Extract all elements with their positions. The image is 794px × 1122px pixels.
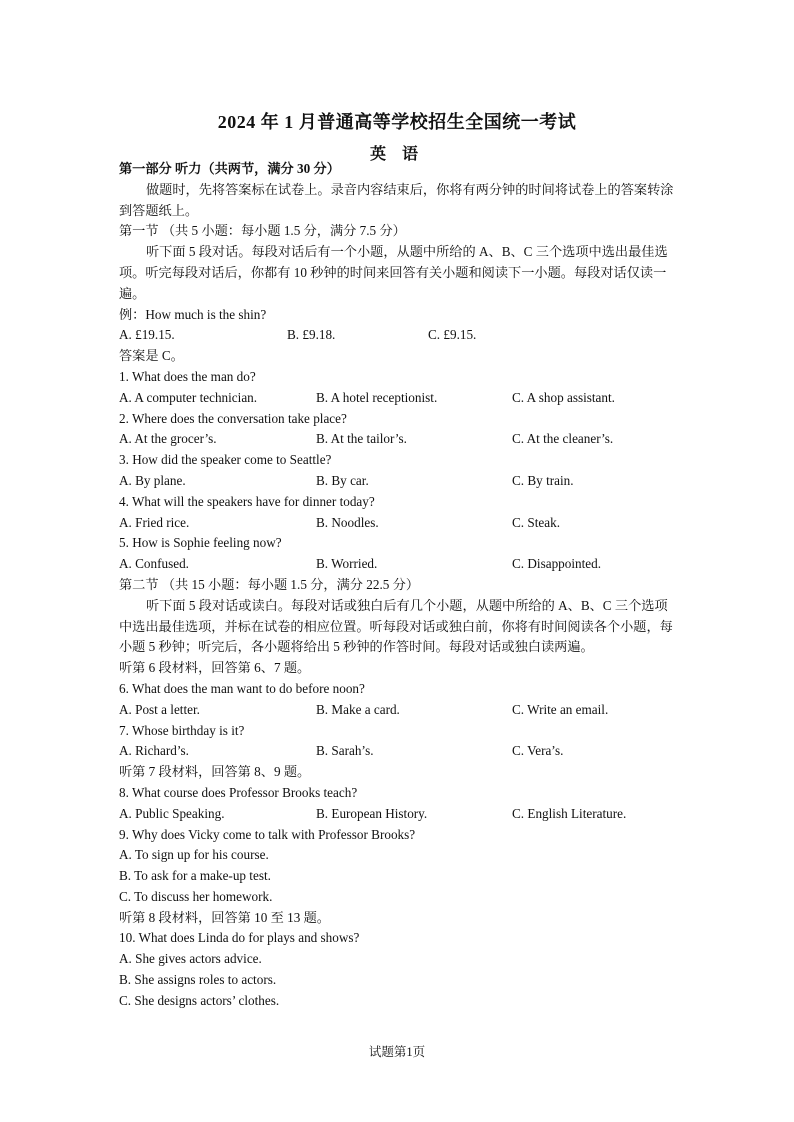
subject-title: 英 语 (369, 146, 424, 163)
question-2: 2. Where does the conversation take place? (119, 410, 347, 426)
question-8: 8. What course does Professor Brooks teach? (119, 784, 358, 800)
material-8-note: 听第 8 段材料，回答第 10 至 13 题。 (119, 909, 330, 925)
option-c: C. At the cleaner’s. (512, 431, 614, 447)
example-question: 例：How much is the shin? (119, 306, 267, 322)
question-1: 1. What does the man do? (119, 368, 256, 384)
material-7-note: 听第 7 段材料，回答第 8、9 题。 (119, 764, 311, 780)
option-b: B. Worried. (316, 556, 378, 572)
option-c: C. Steak. (512, 514, 560, 530)
option-c: C. A shop assistant. (512, 389, 615, 405)
option-c: C. To discuss her homework. (119, 888, 273, 904)
question-5: 5. How is Sophie feeling now? (119, 535, 282, 551)
section2-instructions: 听下面 5 段对话或读白。每段对话或独白后有几个小题，从题中所给的 A、B、C 三个选项中选出最佳选项，并标在试卷的相应位置。听每段对话或独白前，你将有时间阅读各个小题，每小题 5 秒钟；听完后，各小题将给出 5 秒钟的作答时间。每段对话或独白读两遍。 (119, 597, 673, 655)
option-a: A. A computer technician. (119, 389, 258, 405)
example-options (119, 325, 679, 346)
question-1-options (119, 388, 679, 409)
option-b: B. She assigns roles to actors. (119, 972, 277, 988)
option-c: C. She designs actors’ clothes. (119, 992, 280, 1008)
question-6: 6. What does the man want to do before noon? (119, 680, 365, 696)
option-b: B. European History. (316, 805, 428, 821)
option-b: B. To ask for a make-up test. (119, 868, 271, 884)
option-a: A. She gives actors advice. (119, 951, 262, 967)
question-7-options (119, 741, 679, 762)
question-8-options (119, 804, 679, 825)
exam-title: 2024 年 1 月普通高等学校招生全国统一考试 (217, 112, 577, 132)
section1-instructions: 听下面 5 段对话。每段对话后有一个小题，从题中所给的 A、B、C 三个选项中选出最佳选项。听完每段对话后，你都有 10 秒钟的时间来回答有关小题和阅读下一小题。每段对话仅读一遍。 (119, 244, 668, 301)
option-a: A. Post a letter. (119, 701, 200, 717)
option-b: B. A hotel receptionist. (316, 389, 438, 405)
option-b: B. At the tailor’s. (316, 431, 407, 447)
option-b: B. Make a card. (316, 701, 400, 717)
option-c: C. Disappointed. (512, 556, 602, 572)
option-c: C. English Literature. (512, 805, 627, 821)
option-a: A. At the grocer’s. (119, 431, 217, 447)
question-5-options (119, 554, 679, 575)
option-a: A. Confused. (119, 556, 189, 572)
option-a: A. Public Speaking. (119, 805, 225, 821)
part1-heading: 第一部分 听力（共两节，满分 30 分） (119, 161, 340, 176)
example-option-a: A. £19.15. (119, 327, 175, 343)
option-a: A. To sign up for his course. (119, 847, 269, 863)
question-9: 9. Why does Vicky come to talk with Professor Brooks? (119, 826, 416, 842)
section1-heading: 第一节 （共 5 小题：每小题 1.5 分，满分 7.5 分） (119, 223, 406, 239)
question-2-options (119, 429, 679, 450)
option-c: C. Vera’s. (512, 743, 564, 759)
material-6-note: 听第 6 段材料，回答第 6、7 题。 (119, 660, 311, 676)
option-c: C. Write an email. (512, 701, 609, 717)
question-3: 3. How did the speaker come to Seattle? (119, 452, 332, 468)
question-10: 10. What does Linda do for plays and shows? (119, 930, 360, 946)
example-answer: 答案是 C。 (119, 348, 184, 364)
option-a: A. By plane. (119, 472, 186, 488)
option-a: A. Richard’s. (119, 743, 189, 759)
option-b: B. By car. (316, 472, 369, 488)
section2-heading: 第二节 （共 15 小题：每小题 1.5 分，满分 22.5 分） (119, 576, 420, 592)
option-c: C. By train. (512, 472, 574, 488)
option-a: A. Fried rice. (119, 514, 190, 530)
question-6-options (119, 700, 679, 721)
question-3-options (119, 471, 679, 492)
question-7: 7. Whose birthday is it? (119, 722, 245, 738)
example-option-b: B. £9.18. (287, 327, 336, 343)
example-option-c: C. £9.15. (428, 327, 477, 343)
page-footer: 试题第1页 (368, 1045, 426, 1059)
part1-instructions: 做题时，先将答案标在试卷上。录音内容结束后，你将有两分钟的时间将试卷上的答案转涂到答题纸上。 (119, 181, 674, 218)
option-b: B. Sarah’s. (316, 743, 374, 759)
exam-body (119, 159, 679, 1012)
option-b: B. Noodles. (316, 514, 379, 530)
question-4: 4. What will the speakers have for dinner today? (119, 493, 375, 509)
question-4-options (119, 513, 679, 534)
